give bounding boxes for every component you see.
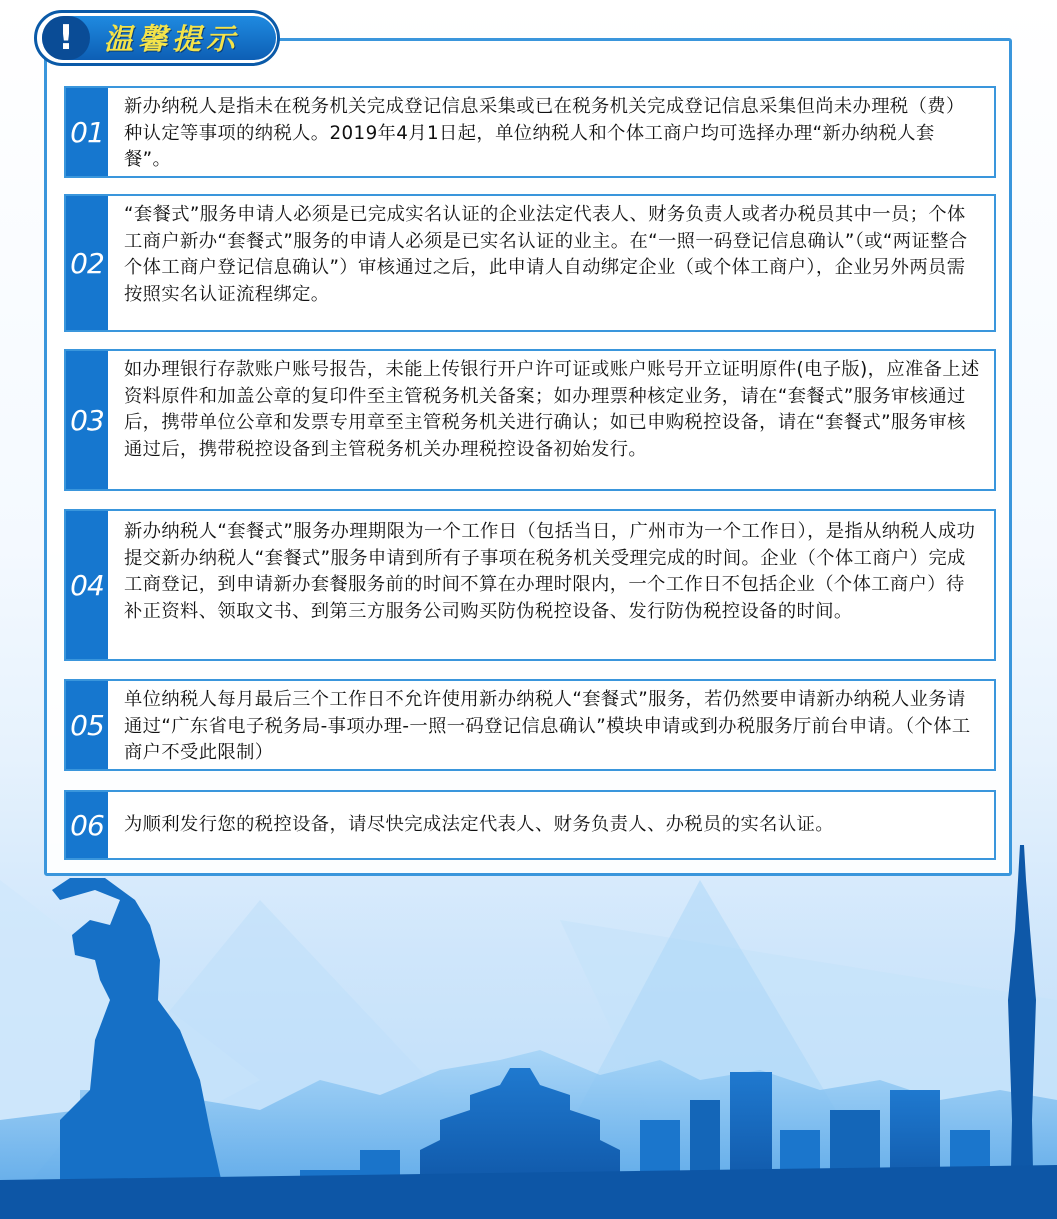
tip-number-badge [66,88,108,176]
tip-number: 05 [70,709,104,742]
tip-text: “套餐式”服务申请人必须是已完成实名认证的企业法定代表人、财务负责人或者办税员其中一员；个体工商户新办“套餐式”服务的申请人必须是已实名认证的业主。在“一照一码登记信息确认”（或“两证整合个体工商户登记信息确认”）审核通过之后，此申请人自动绑定企业（或个体工商户），企业另外两员需按照实名认证流程绑定。 [124,204,968,305]
exclamation-icon: ! [42,16,90,60]
tip-number-badge [66,196,108,330]
tip-number-badge [66,511,108,659]
tip-text: 单位纳税人每月最后三个工作日不允许使用新办纳税人“套餐式”服务，若仍然要申请新办纳税人业务请通过“广东省电子税务局-事项办理-一照一码登记信息确认”模块申请或到办税服务厅前台申请。（个体工商户不受此限制） [124,689,971,763]
tip-text: 如办理银行存款账户账号报告，未能上传银行开户许可证或账户账号开立证明原件(电子版)，应准备上述资料原件和加盖公章的复印件至主管税务机关备案；如办理票种核定业务，请在“套餐式”服务审核通过后，携带单位公章和发票专用章至主管税务机关进行确认；如已申购税控设备，请在“套餐式”服务审核通过后，携带税控设备到主管税务机关办理税控设备初始发行。 [124,359,980,460]
tip-text: 新办纳税人“套餐式”服务办理期限为一个工作日（包括当日，广州市为一个工作日），是指从纳税人成功提交新办纳税人“套餐式”服务申请到所有子事项在税务机关受理完成的时间。企业（个体工商户）完成工商登记，到申请新办套餐服务前的时间不算在办理时限内，一个工作日不包括企业（个体工商户）待补正资料、领取文书、到第三方服务公司购买防伪税控设备、发行防伪税控设备的时间。 [124,521,976,622]
tip-text: 新办纳税人是指未在税务机关完成登记信息采集或已在税务机关完成登记信息采集但尚未办理税（费）种认定等事项的纳税人。2019年4月1日起，单位纳税人和个体工商户均可选择办理“新办纳税人套餐”。 [124,96,965,170]
tip-item-05 [64,679,996,771]
tip-item-04 [64,509,996,661]
tip-number: 01 [70,116,104,149]
tip-number: 03 [70,404,104,437]
tip-text: 为顺利发行您的税控设备，请尽快完成法定代表人、财务负责人、办税员的实名认证。 [124,814,834,835]
tip-number-badge [66,792,108,858]
tip-number-badge [66,351,108,489]
tip-number: 06 [70,809,104,842]
header-title: 温馨提示 [104,22,241,56]
tip-item-06 [64,790,996,860]
tip-item-02 [64,194,996,332]
tip-number: 02 [70,247,104,280]
tip-item-03 [64,349,996,491]
tip-number: 04 [70,569,104,602]
tip-number-badge [66,681,108,769]
tip-item-01 [64,86,996,178]
